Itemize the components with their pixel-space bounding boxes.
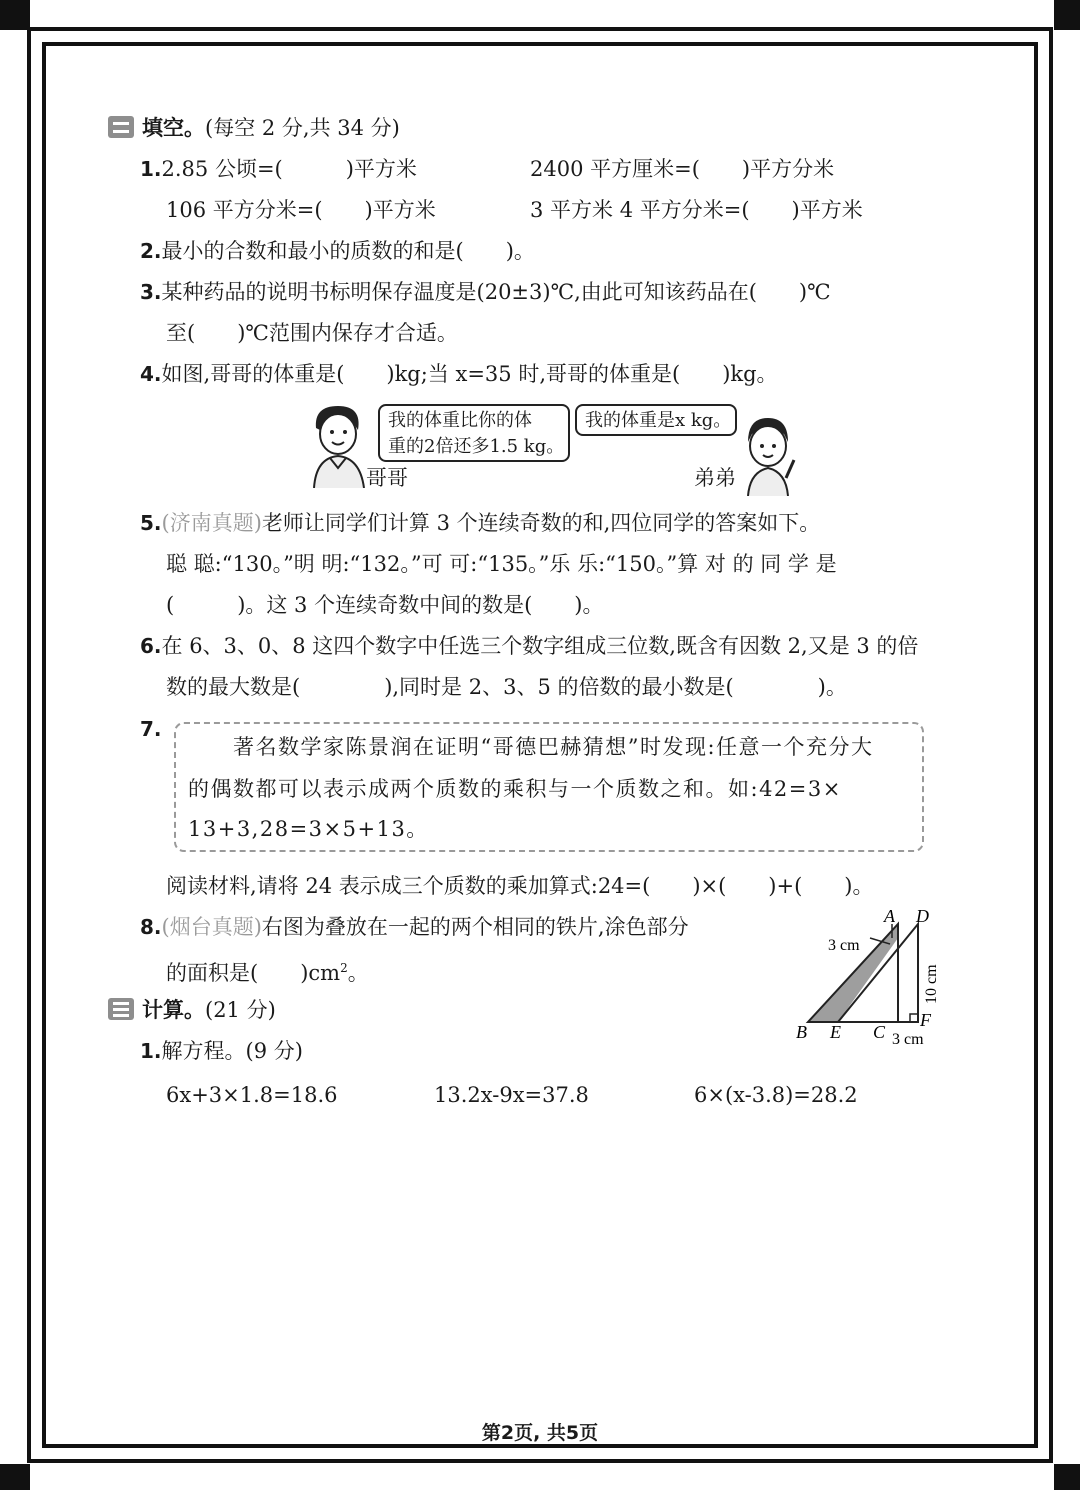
- q8-source-tag: (烟台真题): [161, 915, 262, 939]
- section-two-score: (每空 2 分,共 34 分): [205, 116, 400, 140]
- equation-3: 6×(x-3.8)=28.2: [694, 1083, 858, 1107]
- q4-line: [140, 359, 778, 389]
- equation-2: 13.2x-9x=37.8: [434, 1083, 589, 1107]
- fig-label-B: B: [796, 1022, 807, 1042]
- q6-line2: 数的最大数是( ),同时是 2、3、5 的倍数的最小数是( )。: [166, 675, 847, 699]
- q1-part-b: 2400 平方厘米=( )平方分米: [530, 157, 835, 181]
- q3-line1: [140, 277, 831, 307]
- corner-mark-bl: [0, 1464, 30, 1490]
- fig-label-A: A: [884, 908, 895, 926]
- section-two-header: [108, 113, 400, 143]
- q2-line: [140, 236, 535, 266]
- q7-task: 阅读材料,请将 24 表示成三个质数的乘加算式:24=( )×( )+( )。: [166, 874, 874, 898]
- q5-line1: [140, 508, 820, 538]
- q5-line2: 聪 聪:“130。”明 明:“132。”可 可:“135。”乐 乐:“150。”算 对 的 同 学 是: [166, 552, 837, 576]
- q7-number: 7.: [140, 717, 162, 741]
- page-number-footer: 第2页, 共5页: [481, 1422, 599, 1444]
- q8-text-2a: 的面积是( )cm: [166, 961, 341, 985]
- q2-number: 2.: [140, 239, 162, 263]
- equation-1: 6x+3×1.8=18.6: [166, 1083, 338, 1107]
- q5-line3: ( )。这 3 个连续奇数中间的数是( )。: [166, 593, 604, 617]
- corner-mark-tr: [1054, 0, 1080, 30]
- section-three-icon: [108, 998, 134, 1020]
- older-brother-speech-line2: 重的2倍还多1.5 kg。: [388, 436, 565, 457]
- right-angle-mark: [910, 1014, 918, 1022]
- q3-number: 3.: [140, 280, 162, 304]
- older-brother-figure: [306, 402, 372, 488]
- q7-line: [140, 714, 162, 744]
- older-brother-speech-line1: 我的体重比你的体: [388, 410, 532, 431]
- q1-part-d: 3 平方米 4 平方分米=( )平方米: [530, 198, 863, 222]
- q1-part-a: 2.85 公顷=( )平方米: [161, 157, 417, 181]
- section-two-title: 填空。: [142, 116, 205, 140]
- q7-box-line1: 著名数学家陈景润在证明“哥德巴赫猜想”时发现:任意一个充分大: [188, 735, 874, 759]
- q1-part-c: 106 平方分米=( )平方米: [166, 198, 436, 222]
- fig-label-F: F: [920, 1010, 931, 1030]
- q5-text-1: 老师让同学们计算 3 个连续奇数的和,四位同学的答案如下。: [261, 511, 821, 535]
- q3-text-1: 某种药品的说明书标明保存温度是(20±3)℃,由此可知该药品在( )℃: [161, 280, 831, 304]
- q1-line1: [140, 154, 417, 184]
- q7-box-line2: 的偶数都可以表示成两个质数的乘积与一个质数之和。如:42=3×: [188, 777, 842, 801]
- calc1-title: 解方程。(9 分): [161, 1039, 303, 1063]
- fig-label-D: D: [916, 908, 929, 926]
- q1-number: 1.: [140, 157, 162, 181]
- q8-line2: [166, 953, 369, 988]
- corner-mark-br: [1054, 1464, 1080, 1490]
- calc1-title-line: [140, 1036, 303, 1066]
- corner-mark-tl: [0, 0, 30, 30]
- section-three-header: [108, 995, 276, 1025]
- q7-box-line3: 13+3,28=3×5+13。: [188, 817, 429, 841]
- q8-text-2-sup: 2: [340, 961, 348, 975]
- q7-reading-box: [174, 722, 924, 852]
- older-brother-label: 哥哥: [366, 466, 408, 490]
- fig-label-C: C: [873, 1022, 886, 1042]
- younger-brother-speech-text: 我的体重是x kg。: [585, 410, 732, 431]
- q6-number: 6.: [140, 634, 162, 658]
- section-three-title: 计算。: [142, 998, 205, 1022]
- older-brother-speech: [378, 404, 570, 462]
- section-three-score: (21 分): [205, 998, 276, 1022]
- q2-text: 最小的合数和最小的质数的和是( )。: [161, 239, 535, 263]
- calc1-number: 1.: [140, 1039, 162, 1063]
- younger-brother-figure: [738, 416, 798, 496]
- fig-len-bottom: 3 cm: [892, 1031, 924, 1048]
- q8-text-1: 右图为叠放在一起的两个相同的铁片,涂色部分: [261, 915, 689, 939]
- q6-line1: [140, 631, 918, 661]
- q6-text-1: 在 6、3、0、8 这四个数字中任选三个数字组成三位数,既含有因数 2,又是 3 的倍: [161, 634, 919, 658]
- q8-number: 8.: [140, 915, 162, 939]
- fig-label-E: E: [830, 1022, 841, 1042]
- q4-text: 如图,哥哥的体重是( )kg;当 x=35 时,哥哥的体重是( )kg。: [161, 362, 778, 386]
- q4-number: 4.: [140, 362, 162, 386]
- q8-figure: [790, 908, 950, 1052]
- q3-line2: 至( )℃范围内保存才合适。: [166, 321, 458, 345]
- q8-text-2b: 。: [347, 961, 369, 985]
- fig-len-top: 3 cm: [828, 937, 860, 954]
- younger-brother-speech: [575, 404, 737, 436]
- younger-brother-label: 弟弟: [694, 466, 736, 490]
- fig-len-side: 10 cm: [923, 964, 940, 1004]
- q8-line1: [140, 912, 689, 942]
- q5-source-tag: (济南真题): [161, 511, 262, 535]
- section-two-icon: [108, 116, 134, 138]
- q5-number: 5.: [140, 511, 162, 535]
